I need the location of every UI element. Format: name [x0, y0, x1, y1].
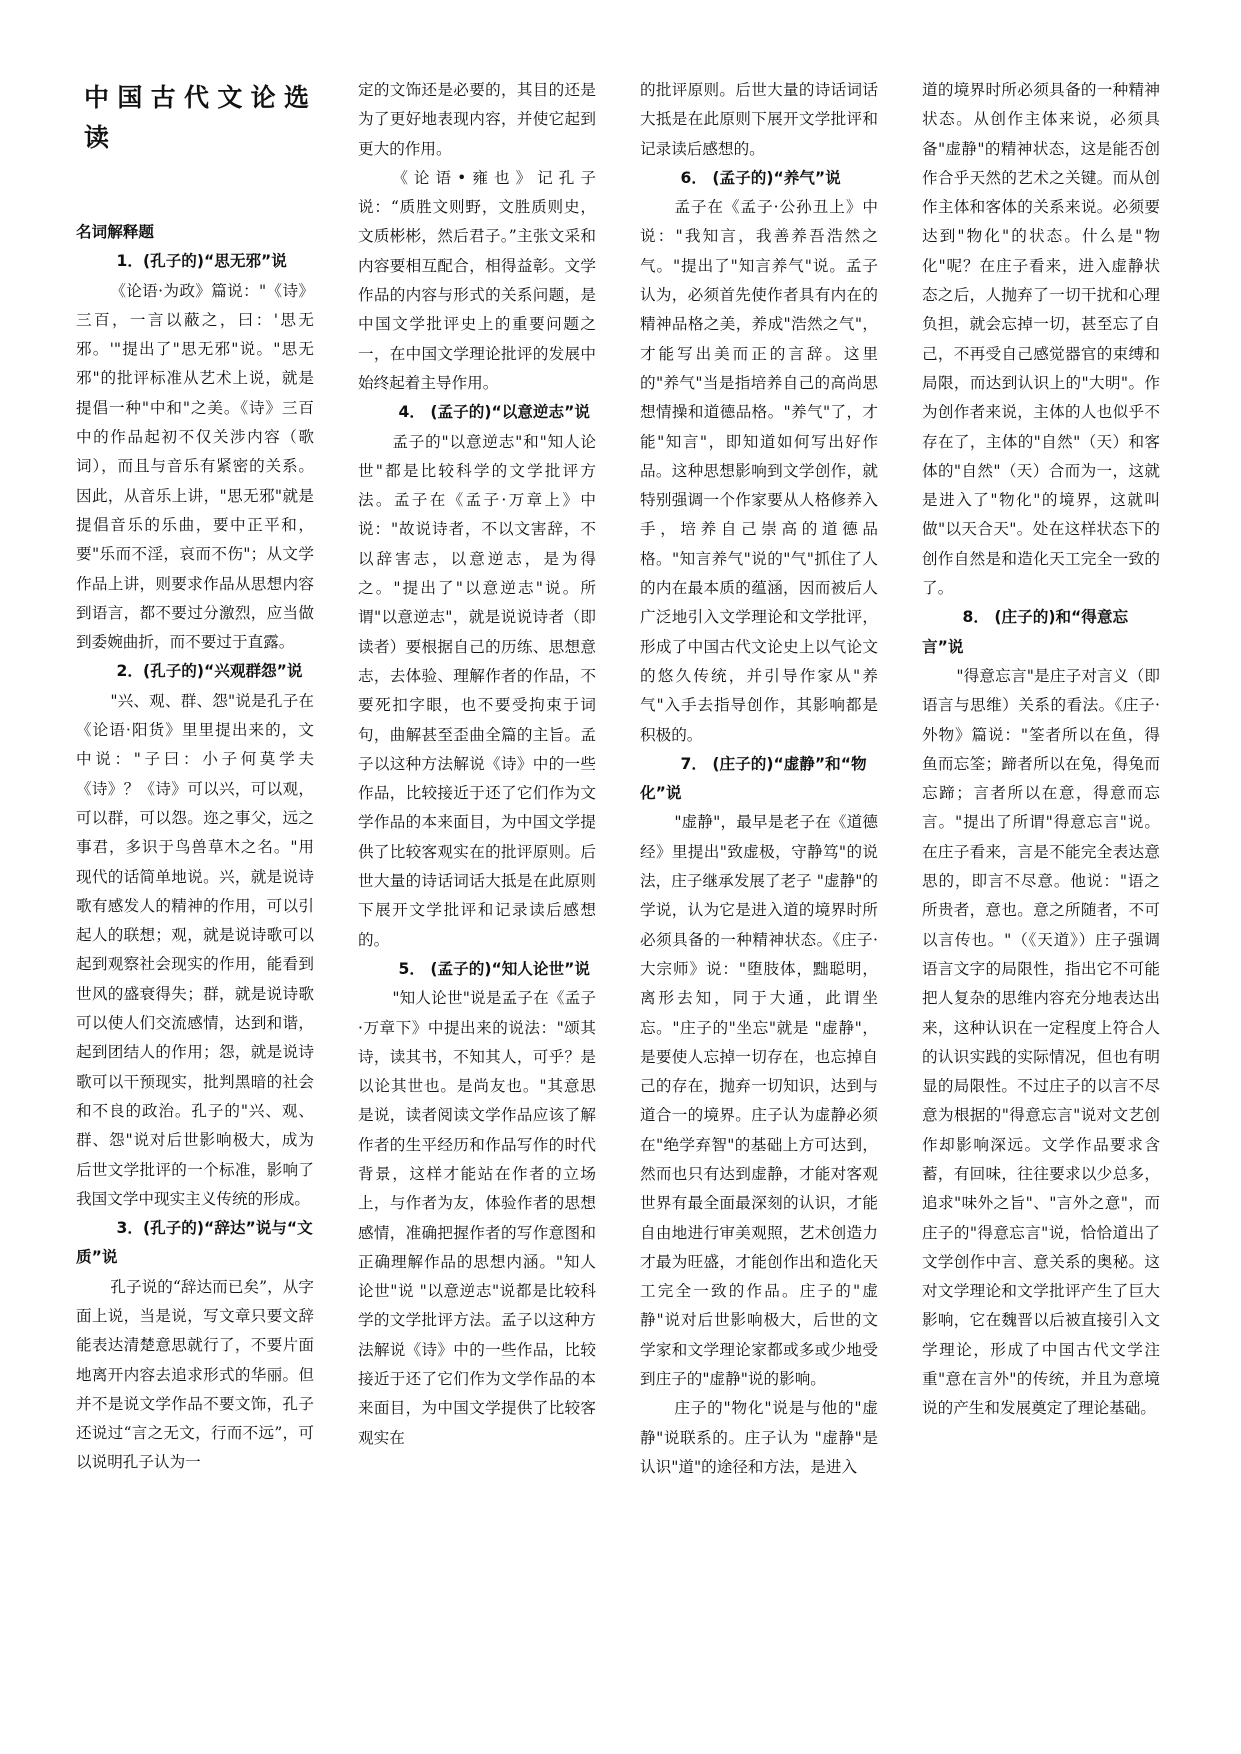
page-title: 中国古代文论选读: [84, 83, 314, 152]
term-heading-1: 1．(孔子的)“思无邪”说: [116, 252, 287, 271]
term-paragraph-4: 孟子的"以意逆志"和"知人论世"都是比较科学的文学批评方法。孟子在《孟子·万章上》中说："故说诗者，不以文害辞，不以辞害志，以意逆志，是为得之。"提出了"以意逆志"说。所谓"以意逆志"，就是说说诗者（即读者）要根据自己的历练、思想意志，去体验、理解作者的作品，不要死扣字眼，也不要受拘束于词句，曲解甚至歪曲全篇的主旨。孟子以这种方法解说《诗》中的一些作品，比较接近于还了它们作为文学作品的本来面目，为中国文学提供了比较客观实在的批评原则。后世大量的诗话词话大抵是在此原则下展开文学批评和记录读后感想的。: [358, 432, 596, 949]
term-heading-2: 2．(孔子的)“兴观群怨”说: [116, 662, 303, 681]
column-3: [640, 76, 878, 1482]
term-heading-3: 3．(孔子的)“辞达”说与“文质”说: [76, 1219, 313, 1267]
term-heading-8: 8． (庄子的)和“得意忘言”说: [922, 608, 1129, 656]
column-2: [358, 76, 596, 1453]
term-heading-4: 4． (孟子的)“以意逆志”说: [398, 403, 590, 422]
term-paragraph-6: 孟子在《孟子·公孙丑上》中说："我知言，我善养吾浩然之气。"提出了"知言养气"说。孟子认为，必须首先使作者具有内在的精神品格之美，养成"浩然之气"，才能写出美而正的言辞。这里的"养气"当是指培养自己的高尚思想情操和道德品格。"养气"了，才能"知言"，即知道如何写出好作品。这种思想影响到文学创作，就特别强调一个作家要从人格修养入手，培养自己崇高的道德品格。"知言养气"说的"气"抓住了人的内在最本质的蕴涵，因而被后人广泛地引入文学理论和文学批评，形成了中国古代文论史上以气论文的悠久传统，并引导作家从"养气"入手去指导创作，其影响都是积极的。: [640, 198, 878, 744]
term-paragraph-8: "得意忘言"是庄子对言义（即语言与思维）关系的看法。《庄子·外物》篇说："筌者所以在鱼，得鱼而忘筌；蹄者所以在兔，得兔而忘蹄；言者所以在意，得意而忘言。"提出了所谓"得意忘言"说。在庄子看来，言是不能完全表达意思的，即言不尽意。他说："语之所贵者，意也。意之所随者，不可以言传也。"（《天道》）庄子强调语言文字的局限性，指出它不可能把人复杂的思维内容充分地表达出来，这种认识在一定程度上符合人的认识实践的实际情况，但也有明显的局限性。不过庄子的以言不尽意为根据的"得意忘言"说对文艺创作却影响深远。文学作品要求含蓄，有回味，往往要求以少总多，追求"味外之旨"、"言外之意"，而庄子的"得意忘言"说，恰恰道出了文学创作中言、意关系的奥秘。这对文学理论和文学批评产生了巨大影响，它在魏晋以后被直接引入文学理论，形成了中国古代文学注重"意在言外"的传统，并且为意境说的产生和发展奠定了理论基础。: [922, 666, 1160, 1418]
column-1: [76, 76, 314, 1478]
term-paragraph-5b: 的批评原则。后世大量的诗话词话大抵是在此原则下展开文学批评和记录读后感想的。: [640, 81, 878, 158]
term-heading-6: 6． (孟子的)“养气”说: [680, 168, 841, 187]
term-heading-7: 7． (庄子的)“虚静”和“物化”说: [640, 754, 867, 803]
term-paragraph-3b: 定的文饰还是必要的，其目的还是为了更好地表现内容，并使它起到更大的作用。: [358, 81, 596, 158]
term-paragraph-2: "兴、观、群、怨"说是孔子在《论语·阳货》里里提出来的，文中说："子曰：小子何莫学夫《诗》？《诗》可以兴，可以观，可以群，可以怨。迩之事父，远之事君，多识于鸟兽草木之名。"用现代的话简单地说。兴，就是说诗歌有感发人的精神的作用，可以引起人的联想；观，就是说诗歌可以起到观察社会现实的作用，能看到世风的盛衰得失；群，就是说诗歌可以使人们交流感情，达到和谐，起到团结人的作用；怨，就是说诗歌可以干预现实，批判黑暗的社会和不良的政治。孔子的"兴、观、群、怨"说对后世影响极大，成为后世文学批评的一个标准，影响了我国文学中现实主义传统的形成。: [76, 691, 314, 1208]
section-label: 名词解释题: [76, 223, 154, 241]
term-paragraph-7c: 道的境界时所必须具备的一种精神状态。从创作主体来说，必须具备"虚静"的精神状态，这是能否创作合乎天然的艺术之关键。而从创作主体和客体的关系来说。必须要达到"物化"的状态。什么是"物化"呢？在庄子看来，进入虚静状态之后，人抛弃了一切干扰和心理负担，就会忘掉一切，甚至忘了自己，不再受自己感觉器官的束缚和局限，而达到认识上的"大明"。作为创作者来说，主体的人也似乎不存在了，主体的"自然"（天）和客体的"自然"（天）合而为一，这就是进入了"物化"的境界，这就叫做"以天合天"。处在这样状态下的创作自然是和造化天工完全一致的了。: [922, 81, 1160, 598]
term-heading-5: 5． (孟子的)“知人论世”说: [398, 959, 590, 978]
term-paragraph-1: 《论语·为政》篇说："《诗》三百，一言以蔽之，曰：'思无邪。'"提出了"思无邪"说。"思无邪"的批评标准从艺术上说，就是提倡一种"中和"之美。《诗》三百中的作品起初不仅关涉内容（歌词），而且与音乐有紧密的关系。因此，从音乐上讲，"思无邪"就是提倡音乐的乐曲，要中正平和，要"乐而不淫，哀而不伤"；从文学作品上讲，则要求作品从思想内容到语言，都不要过分激烈，应当做到委婉曲折，而不要过于直露。: [76, 281, 314, 652]
term-paragraph-3c: 《论语•雍也》记孔子说：“质胜文则野，文胜质则史，文质彬彬，然后君子。”主张文采和内容要相互配合，相得益彰。文学作品的内容与形式的关系问题，是中国文学批评史上的重要问题之一，在中国文学理论批评的发展中始终起着主导作用。: [358, 168, 596, 392]
term-paragraph-7b: 庄子的"物化"说是与他的"虚静"说联系的。庄子认为 "虚静"是认识"道"的途径和方法，是进入: [640, 1399, 878, 1476]
term-paragraph-3a: 孔子说的“辞达而已矣”，从字面上说，当是说，写文章只要文辞能表达清楚意思就行了，不要片面地离开内容去追求形式的华丽。但并不是说文学作品不要文饰，孔子还说过“言之无文，行而不远”，可以说明孔子认为一: [76, 1277, 314, 1472]
term-paragraph-7a: "虚静"，最早是老子在《道德经》里提出"致虚极，守静笃"的说法，庄子继承发展了老子 "虚静"的学说，认为它是进入道的境界时所必须具备的一种精神状态。《庄子·大宗师》说："堕肢体，黜聪明，离形去知，同于大通，此谓坐忘。"庄子的"坐忘"就是 "虚静"，是要使人忘掉一切存在，也忘掉自己的存在，抛弃一切知识，达到与道合一的境界。庄子认为虚静必须在"绝学弃智"的基础上方可达到，然而也只有达到虚静，才能对客观世界有最全面最深刻的认识，才能自由地进行审美观照，艺术创造力才最为旺盛，才能创作出和造化天工完全一致的作品。庄子的"虚静"说对后世影响极大，后世的文学家和文学理论家都或多或少地受到庄子的"虚静"说的影响。: [640, 813, 878, 1389]
column-4: [922, 76, 1160, 1424]
term-paragraph-5a: "知人论世"说是孟子在《孟子·万章下》中提出来的说法："颂其诗，读其书，不知其人，可乎？是以论其世也。是尚友也。"其意思是说，读者阅读文学作品应该了解作者的生平经历和作品写作的时代背景，这样才能站在作者的立场上，与作者为友，体验作者的思想感情，准确把握作者的写作意图和正确理解作品的思想内涵。"知人论世"说 "以意逆志"说都是比较科学的文学批评方法。孟子以这种方法解说《诗》中的一些作品，比较接近于还了它们作为文学作品的本来面目，为中国文学提供了比较客观实在: [358, 989, 596, 1447]
